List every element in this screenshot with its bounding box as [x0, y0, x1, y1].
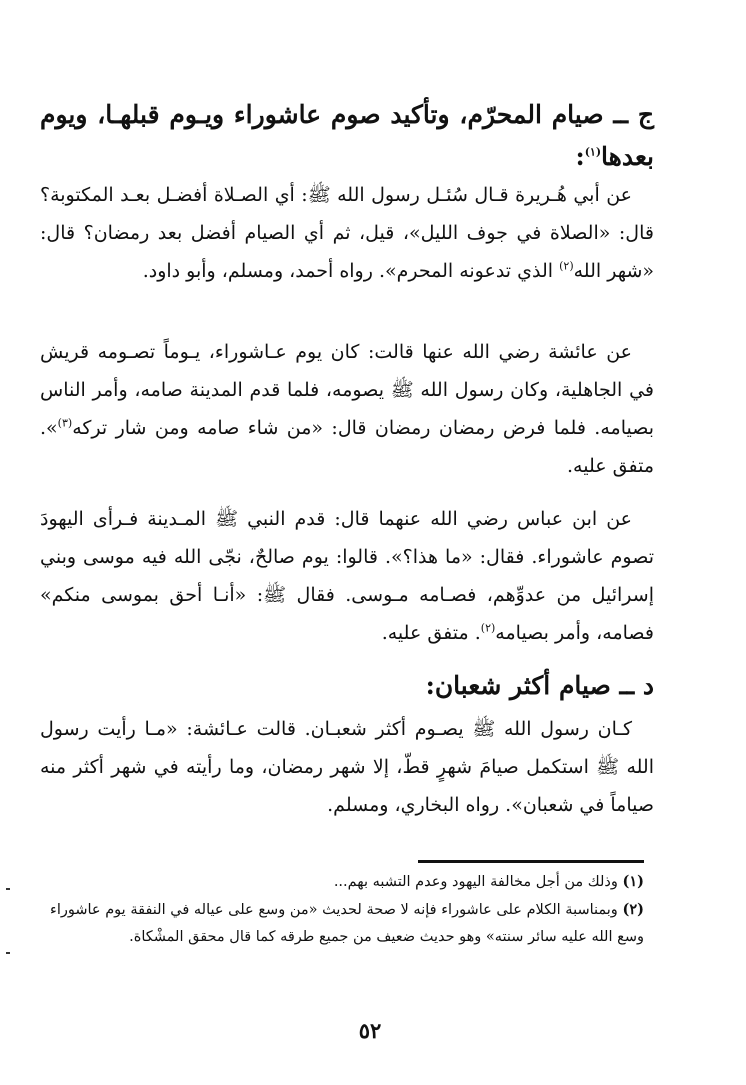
footnote-1 [50, 868, 644, 896]
section-d-heading: د ــ صيام أكثر شعبان: [425, 671, 654, 700]
section-c-heading: ج ــ صيام المحرّم، وتأكيد صوم عاشوراء ويـوم قبلهـا، ويوم بعدها$^{(١)}$: [40, 100, 654, 171]
page-number: ٥٢ [358, 1018, 382, 1043]
paragraph-1-text-a: عن أبي هُـريرة قـال سُئـل رسول الله ﷺ: أي الصـلاة أفضـل بعـد المكتوبة؟ قال: «الصلاة في جوف الليل»، قيل، ثم أي الصيام أفضل بعد رمضان؟ قال: «شهر الله [40, 184, 654, 282]
paragraph-3-text-a: عن ابن عباس رضي الله عنهما قال: قدم النبي ﷺ المـدينة فـرأى اليهودَ تصوم عاشوراء. فقال: «ما هذا؟». قالوا: يوم صالحٌ، نجّى الله فيه موسى وبني إسرائيل من عدوِّهم، فصـامه مـوسى. فقال ﷺ: «أنـا أحق بموسى منكم» فصامه، وأمر بصيامه [40, 508, 654, 644]
section-c-paragraph-3 [40, 500, 654, 652]
paragraph-1-text-b: الذي تدعونه المحرم». رواه أحمد، ومسلم، وأبو داود. [142, 260, 554, 282]
paragraph-2-footnote-ref[interactable]: (٣) [57, 416, 73, 430]
section-c-heading-text: ج ــ صيام المحرّم، وتأكيد صوم عاشوراء ويـوم قبلهـا، ويوم بعدها [40, 100, 654, 171]
section-d-paragraph-1 [40, 710, 654, 824]
footnote-2 [50, 896, 644, 951]
heading-footnote-ref[interactable]: (١) [584, 145, 602, 159]
paragraph-3-footnote-ref[interactable]: (٢) [480, 621, 496, 635]
paragraph-2-text-b: ». متفق عليه. [40, 417, 654, 477]
footnote-1-text: وذلك من أجل مخالفة اليهود وعدم التشبه بهم... [333, 874, 618, 890]
section-d-paragraph-text: كـان رسول الله ﷺ يصـوم أكثر شعبـان. قالت عـائشة: «مـا رأيت رسول الله ﷺ استكمل صيامَ شهرٍ قطّ، إلا شهر رمضان، وما رأيته في شهر أكثر منه صياماً في شعبان». رواه البخاري، ومسلم. [40, 718, 654, 816]
paragraph-1-footnote-ref[interactable]: (٢) [559, 259, 574, 273]
paragraph-3-text-b: . متفق عليه. [381, 622, 481, 644]
footnotes [50, 868, 644, 951]
footnote-1-number: (١) [622, 873, 644, 890]
scan-mark-top [6, 888, 10, 890]
scan-mark-bottom [6, 952, 10, 954]
section-c-paragraph-1 [40, 176, 654, 290]
footnote-2-text: وبمناسبة الكلام على عاشوراء فإنه لا صحة لحديث «من وسع على عياله في النفقة يوم عاشوراء وسع الله عليه سائر سنته» وهو حديث ضعيف من جميع طرقه كما قال محقق المشْكاة. [50, 902, 644, 945]
section-c-paragraph-2 [40, 333, 654, 485]
footnote-separator [418, 860, 644, 863]
paragraph-2-text-a: عن عائشة رضي الله عنها قالت: كان يوم عـاشوراء، يـوماً تصـومه قريش في الجاهلية، وكان رسول الله ﷺ يصومه، فلما قدم المدينة صامه، وأمر الناس بصيامه. فلما فرض رمضان رمضان قال: «من شاء صامه ومن شار تركه [40, 341, 654, 439]
footnote-2-number: (٢) [622, 901, 645, 918]
